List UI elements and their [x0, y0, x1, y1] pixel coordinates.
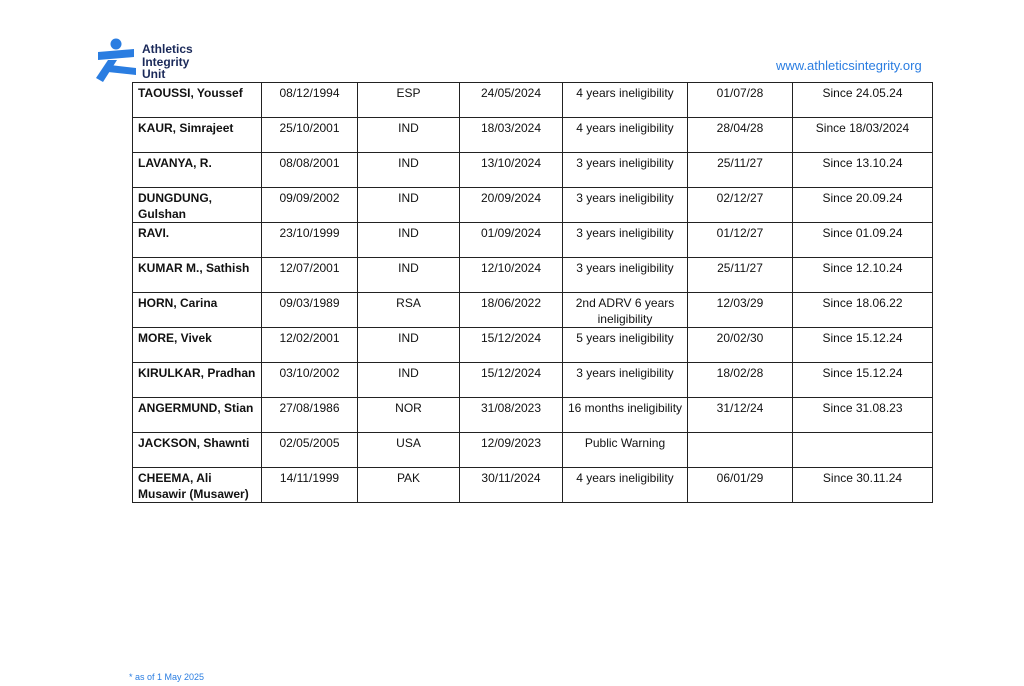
- date-of-birth-cell: 09/03/1989: [262, 293, 358, 328]
- disqualification-cell: Since 13.10.24: [793, 153, 933, 188]
- disqualification-cell: Since 24.05.24: [793, 83, 933, 118]
- disqualification-cell: Since 18/03/2024: [793, 118, 933, 153]
- table-row: [133, 433, 933, 468]
- athlete-name-cell: LAVANYA, R.: [133, 153, 262, 188]
- sanction-end-cell: 12/03/29: [688, 293, 793, 328]
- logo-line-2: Integrity: [142, 54, 190, 69]
- date-of-birth-cell: 27/08/1986: [262, 398, 358, 433]
- sanction-start-cell: 31/08/2023: [460, 398, 563, 433]
- logo-line-3: Unit: [142, 67, 166, 81]
- sanction-start-cell: 15/12/2024: [460, 328, 563, 363]
- sanction-cell: Public Warning: [563, 433, 688, 468]
- table-row: [133, 153, 933, 188]
- sanction-start-cell: 24/05/2024: [460, 83, 563, 118]
- nationality-cell: IND: [358, 223, 460, 258]
- website-link[interactable]: www.athleticsintegrity.org: [776, 58, 922, 73]
- table-row: [133, 398, 933, 433]
- sanction-cell: 2nd ADRV 6 years ineligibility: [563, 293, 688, 328]
- sanction-end-cell: 01/07/28: [688, 83, 793, 118]
- nationality-cell: IND: [358, 153, 460, 188]
- athlete-name-cell: KIRULKAR, Pradhan: [133, 363, 262, 398]
- athlete-name-cell: KUMAR M., Sathish: [133, 258, 262, 293]
- sanction-start-cell: 30/11/2024: [460, 468, 563, 503]
- sanction-end-cell: 02/12/27: [688, 188, 793, 223]
- sanction-start-cell: 12/09/2023: [460, 433, 563, 468]
- logo-wordmark: [142, 43, 193, 81]
- sanction-end-cell: 01/12/27: [688, 223, 793, 258]
- table-row: [133, 258, 933, 293]
- footnote: * as of 1 May 2025: [129, 672, 205, 682]
- sanction-cell: 3 years ineligibility: [563, 363, 688, 398]
- date-of-birth-cell: 23/10/1999: [262, 223, 358, 258]
- sanction-start-cell: 12/10/2024: [460, 258, 563, 293]
- logo-line-1: Athletics: [142, 42, 193, 56]
- disqualification-cell: Since 20.09.24: [793, 188, 933, 223]
- sanctions-table: [132, 82, 933, 503]
- athlete-name-cell: DUNGDUNG, Gulshan: [133, 188, 262, 223]
- sanction-end-cell: 28/04/28: [688, 118, 793, 153]
- sanction-end-cell: [688, 433, 793, 468]
- sanction-cell: 16 months ineligibility: [563, 398, 688, 433]
- disqualification-cell: Since 18.06.22: [793, 293, 933, 328]
- sanction-cell: 4 years ineligibility: [563, 468, 688, 503]
- athlete-name-cell: ANGERMUND, Stian: [133, 398, 262, 433]
- athlete-name-cell: TAOUSSI, Youssef: [133, 83, 262, 118]
- athlete-name-cell: RAVI.: [133, 223, 262, 258]
- sanction-cell: 3 years ineligibility: [563, 188, 688, 223]
- nationality-cell: USA: [358, 433, 460, 468]
- date-of-birth-cell: 25/10/2001: [262, 118, 358, 153]
- sanction-start-cell: 18/03/2024: [460, 118, 563, 153]
- disqualification-cell: Since 31.08.23: [793, 398, 933, 433]
- date-of-birth-cell: 12/07/2001: [262, 258, 358, 293]
- sanction-cell: 3 years ineligibility: [563, 223, 688, 258]
- table-row: [133, 223, 933, 258]
- sanction-cell: 3 years ineligibility: [563, 153, 688, 188]
- sanction-start-cell: 13/10/2024: [460, 153, 563, 188]
- sanction-cell: 4 years ineligibility: [563, 118, 688, 153]
- sanction-start-cell: 18/06/2022: [460, 293, 563, 328]
- sanction-cell: 3 years ineligibility: [563, 258, 688, 293]
- nationality-cell: NOR: [358, 398, 460, 433]
- table-row: [133, 188, 933, 223]
- table-row: [133, 468, 933, 503]
- date-of-birth-cell: 02/05/2005: [262, 433, 358, 468]
- athlete-name-cell: CHEEMA, Ali Musawir (Musawer): [133, 468, 262, 503]
- table-row: [133, 118, 933, 153]
- sanction-end-cell: 25/11/27: [688, 258, 793, 293]
- athlete-name-cell: MORE, Vivek: [133, 328, 262, 363]
- disqualification-cell: Since 15.12.24: [793, 328, 933, 363]
- sanction-start-cell: 20/09/2024: [460, 188, 563, 223]
- nationality-cell: IND: [358, 188, 460, 223]
- nationality-cell: ESP: [358, 83, 460, 118]
- nationality-cell: IND: [358, 258, 460, 293]
- nationality-cell: IND: [358, 328, 460, 363]
- sanction-start-cell: 15/12/2024: [460, 363, 563, 398]
- athlete-name-cell: KAUR, Simrajeet: [133, 118, 262, 153]
- table-row: [133, 328, 933, 363]
- date-of-birth-cell: 12/02/2001: [262, 328, 358, 363]
- date-of-birth-cell: 03/10/2002: [262, 363, 358, 398]
- aiu-runner-icon: [96, 38, 140, 84]
- table-row: [133, 83, 933, 118]
- date-of-birth-cell: 14/11/1999: [262, 468, 358, 503]
- disqualification-cell: [793, 433, 933, 468]
- sanction-start-cell: 01/09/2024: [460, 223, 563, 258]
- disqualification-cell: Since 12.10.24: [793, 258, 933, 293]
- sanction-cell: 4 years ineligibility: [563, 83, 688, 118]
- sanction-end-cell: 18/02/28: [688, 363, 793, 398]
- disqualification-cell: Since 01.09.24: [793, 223, 933, 258]
- date-of-birth-cell: 08/08/2001: [262, 153, 358, 188]
- nationality-cell: IND: [358, 118, 460, 153]
- table-row: [133, 363, 933, 398]
- nationality-cell: PAK: [358, 468, 460, 503]
- nationality-cell: RSA: [358, 293, 460, 328]
- sanction-end-cell: 20/02/30: [688, 328, 793, 363]
- nationality-cell: IND: [358, 363, 460, 398]
- sanction-cell: 5 years ineligibility: [563, 328, 688, 363]
- date-of-birth-cell: 09/09/2002: [262, 188, 358, 223]
- athlete-name-cell: JACKSON, Shawnti: [133, 433, 262, 468]
- sanction-end-cell: 31/12/24: [688, 398, 793, 433]
- disqualification-cell: Since 15.12.24: [793, 363, 933, 398]
- sanction-end-cell: 06/01/29: [688, 468, 793, 503]
- disqualification-cell: Since 30.11.24: [793, 468, 933, 503]
- athlete-name-cell: HORN, Carina: [133, 293, 262, 328]
- aiu-logo: [96, 38, 236, 84]
- date-of-birth-cell: 08/12/1994: [262, 83, 358, 118]
- table-row: [133, 293, 933, 328]
- sanction-end-cell: 25/11/27: [688, 153, 793, 188]
